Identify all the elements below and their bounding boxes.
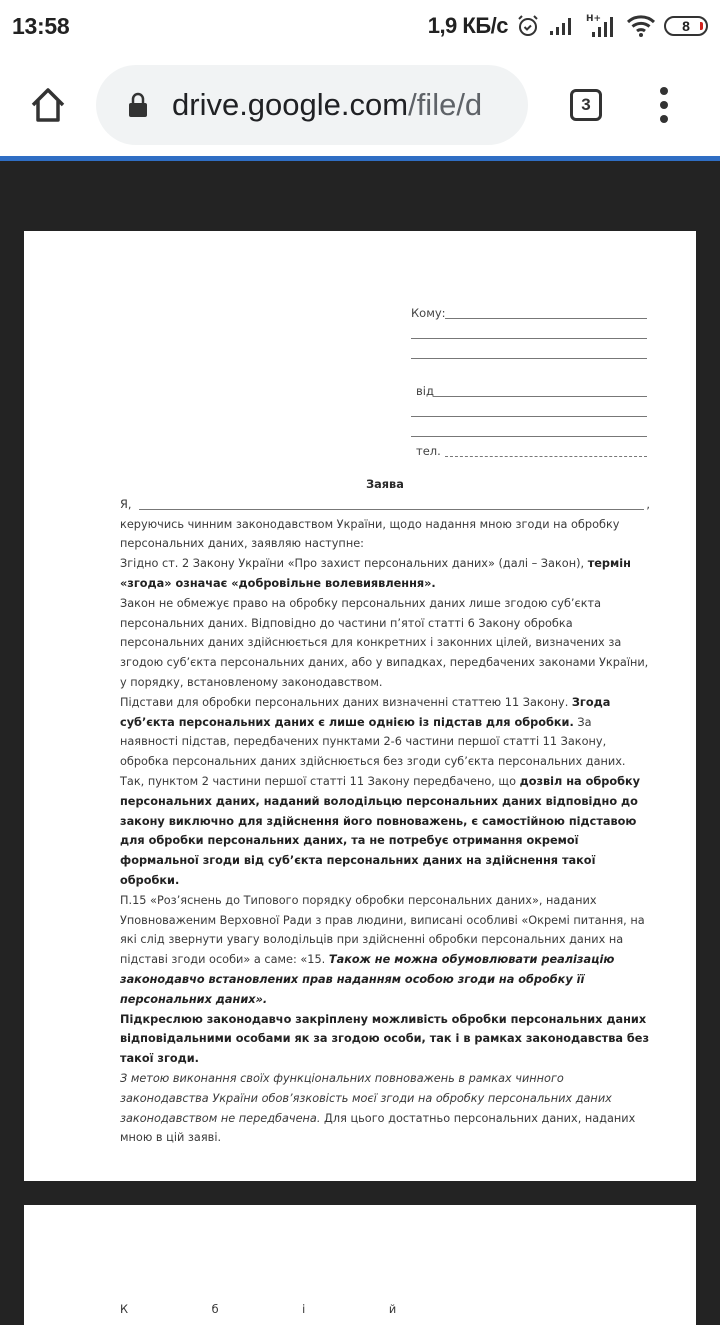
- to-label: Кому:: [411, 306, 446, 320]
- p7-text: Для цього достатньо персональних даних, наданих мною в цій заяві.: [120, 1111, 636, 1145]
- document-page-1: [24, 231, 696, 1181]
- browser-toolbar: [0, 52, 720, 158]
- url-domain: drive.google.com: [172, 87, 409, 122]
- svg-text:H+: H+: [586, 14, 602, 24]
- tab-count: 3: [570, 89, 602, 121]
- address-bar[interactable]: [96, 65, 528, 145]
- document-title: Заява: [366, 478, 404, 491]
- applicant-name-line: [120, 495, 650, 515]
- document-page-2: [24, 1205, 696, 1325]
- network-speed: 1,9 КБ/с: [427, 13, 508, 38]
- signal-h-plus-icon: [584, 12, 618, 40]
- paragraph-6: [120, 1010, 650, 1069]
- url-text: [172, 87, 482, 123]
- phone-line: [411, 439, 647, 459]
- p2-bold: термін «згода» означає «добровільне волевиявлення».: [120, 557, 631, 590]
- wifi-icon: [626, 14, 656, 38]
- from-line-2: [411, 399, 647, 419]
- blank-line: [411, 338, 647, 339]
- menu-dot-icon: [660, 115, 668, 123]
- paragraph-1: керуючись чинним законодавством України, щодо надання мною згоди на обробку персональних даних, заявляю наступне:: [120, 517, 620, 551]
- paragraph-5: [120, 891, 650, 1010]
- blank-line: [411, 436, 647, 437]
- blank-line: [411, 358, 647, 359]
- from-line-3: [411, 419, 647, 439]
- p4-bold-2: дозвіл на обробку персональних даних, наданий володільцю персональних даних відповідно до закону виключно для здійснення його повноважень, є самостійною підставою для обробки персональних даних, та не потребує отримання окремої формальної згоди від суб’єкта персональних даних на здійснення такої обробки.: [120, 774, 641, 887]
- more-menu-button[interactable]: [644, 87, 684, 123]
- p5-bold-italic: Також не можна обумовлювати реалізацію законодавчо встановлених прав наданням особою згоди на обробку її персональних даних».: [120, 953, 615, 1006]
- blank-line: [445, 456, 647, 457]
- addressee-block: [411, 301, 647, 459]
- to-line-3: [411, 341, 647, 361]
- p4-bold-1: Згода суб’єкта персональних даних є лише однією із підстав для обробки.: [120, 695, 611, 729]
- status-icons: [428, 12, 708, 40]
- page-2-partial-text: К б і й: [120, 1303, 437, 1316]
- from-label: від: [416, 384, 434, 398]
- battery-level: 8: [682, 18, 690, 34]
- document-viewer[interactable]: [0, 161, 720, 1316]
- paragraph-2: [120, 554, 650, 594]
- paragraph-4: [120, 693, 650, 891]
- url-path: /file/d: [408, 87, 483, 122]
- from-line: [411, 379, 647, 399]
- p5-text: П.15 «Роз’яснень до Типового порядку обробки персональних даних», наданих Уповноваженим Верховної Ради з прав людини, виписані особливі «Окремі питання, на які слід звернути увагу володільців при здійсненні обробки персональних даних на підставі згоди особи» а саме: «15.: [120, 893, 645, 967]
- document-body: [120, 475, 650, 1148]
- paragraph-3: Закон не обмежує право на обробку персональних даних лише згодою суб’єкта персональних даних. Відповідно до частини п’ятої статті 6 Закону обробка персональних даних здійснюється для конкретних і законних цілей, визначених за згодою суб’єкта персональних даних, або у випадках, передбачених законами України, у порядку, встановленому законодавством.: [120, 596, 649, 689]
- home-icon: [29, 86, 67, 124]
- p4-text-2: За наявності підстав, передбачених пунктами 2-6 частини першої статті 11 Закону, обробка персональних даних здійснюється без згоди суб’єкта персональних даних. Так, пунктом 2 частини першої статті 11 Закону передбачено, що: [120, 715, 626, 788]
- menu-dot-icon: [660, 101, 668, 109]
- home-button[interactable]: [0, 52, 96, 158]
- phone-label: тел.: [416, 444, 441, 458]
- intro-suffix: ,: [646, 497, 650, 511]
- paragraph-7: [120, 1069, 650, 1148]
- signal-icon: [548, 15, 576, 37]
- blank-line: [411, 416, 647, 417]
- tab-switcher-button[interactable]: [528, 89, 644, 121]
- name-blank: [139, 509, 644, 510]
- menu-dot-icon: [660, 87, 668, 95]
- to-line: [411, 301, 647, 321]
- battery-icon: [664, 16, 708, 36]
- to-line-2: [411, 321, 647, 341]
- blank-line: [433, 396, 647, 397]
- alarm-icon: [516, 14, 540, 38]
- status-bar: [0, 0, 720, 52]
- p2-text: Згідно ст. 2 Закону України «Про захист персональних даних» (далі – Закон),: [120, 557, 588, 571]
- lock-icon: [128, 92, 148, 118]
- p6-bold: Підкреслюю законодавчо закріплену можливість обробки персональних даних відповідальними особами як за згодою особи, так і в рамках законодавства без такої згоди.: [120, 1012, 650, 1066]
- intro-prefix: Я,: [120, 497, 132, 511]
- status-time: 13:58: [12, 12, 70, 39]
- spacer: [411, 361, 647, 379]
- p7-italic: З метою виконання своїх функціональних повноважень в рамках чинного законодавства України обов’язковість моєї згоди на обробку персональних даних законодавством не передбачена.: [120, 1071, 612, 1125]
- blank-line: [445, 318, 647, 319]
- p4-text-1: Підстави для обробки персональних даних визначенні статтею 11 Закону.: [120, 695, 572, 709]
